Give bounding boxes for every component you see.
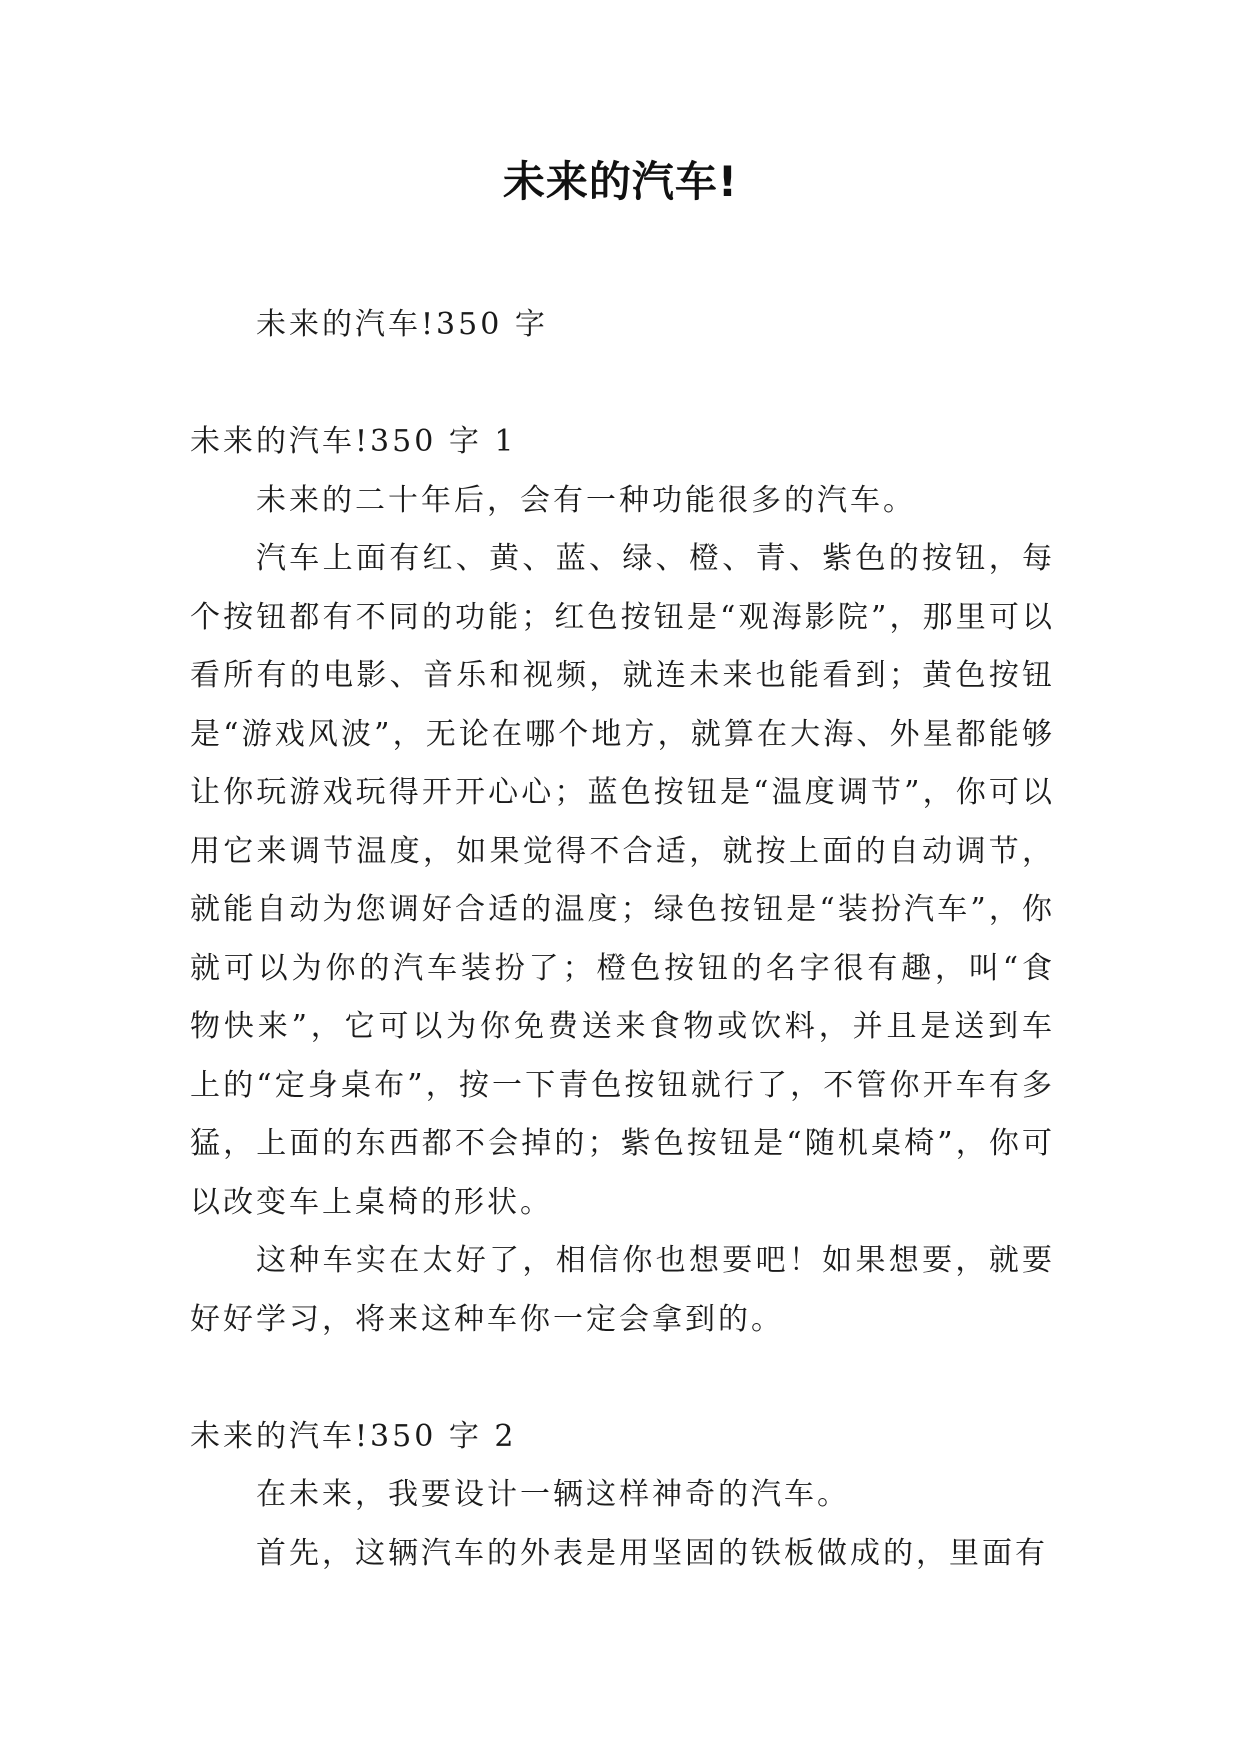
section-1-paragraph-3: 这种车实在太好了，相信你也想要吧！如果想要，就要好好学习，将来这种车你一定会拿到的。 xyxy=(190,1243,1055,1337)
document-body xyxy=(190,296,1055,1583)
section-1-paragraph-1: 未来的二十年后，会有一种功能很多的汽车。 xyxy=(256,482,916,518)
section-1-heading: 未来的汽车!350 字 1 xyxy=(190,424,517,459)
section-2-paragraph-2: 首先，这辆汽车的外表是用坚固的铁板做成的，里面有 xyxy=(256,1535,1048,1571)
blank-line xyxy=(190,355,1055,414)
blank-line xyxy=(190,1349,1055,1408)
document-subtitle: 未来的汽车!350 字 xyxy=(256,307,548,342)
section-2-paragraph-1: 在未来，我要设计一辆这样神奇的汽车。 xyxy=(256,1477,850,1512)
document-title: 未来的汽车! xyxy=(502,157,739,206)
section-1-paragraph-2: 汽车上面有红、黄、蓝、绿、橙、青、紫色的按钮，每个按钮都有不同的功能；红色按钮是“观海影院”，那里可以看所有的电影、音乐和视频，就连未来也能看到；黄色按钮是“游戏风波”，无论在哪个地方，就算在大海、外星都能够让你玩游戏玩得开开心心；蓝色按钮是“温度调节”，你可以用它来调节温度，如果觉得不合适，就按上面的自动调节，就能自动为您调好合适的温度；绿色按钮是“装扮汽车”，你就可以为你的汽车装扮了；橙色按钮的名字很有趣，叫“食物快来”，它可以为你免费送来食物或饮料，并且是送到车上的“定身桌布”，按一下青色按钮就行了，不管你开车有多猛，上面的东西都不会掉的；紫色按钮是“随机桌椅”，你可以改变车上桌椅的形状。 xyxy=(190,541,1055,1220)
section-2-heading: 未来的汽车!350 字 2 xyxy=(190,1418,517,1454)
